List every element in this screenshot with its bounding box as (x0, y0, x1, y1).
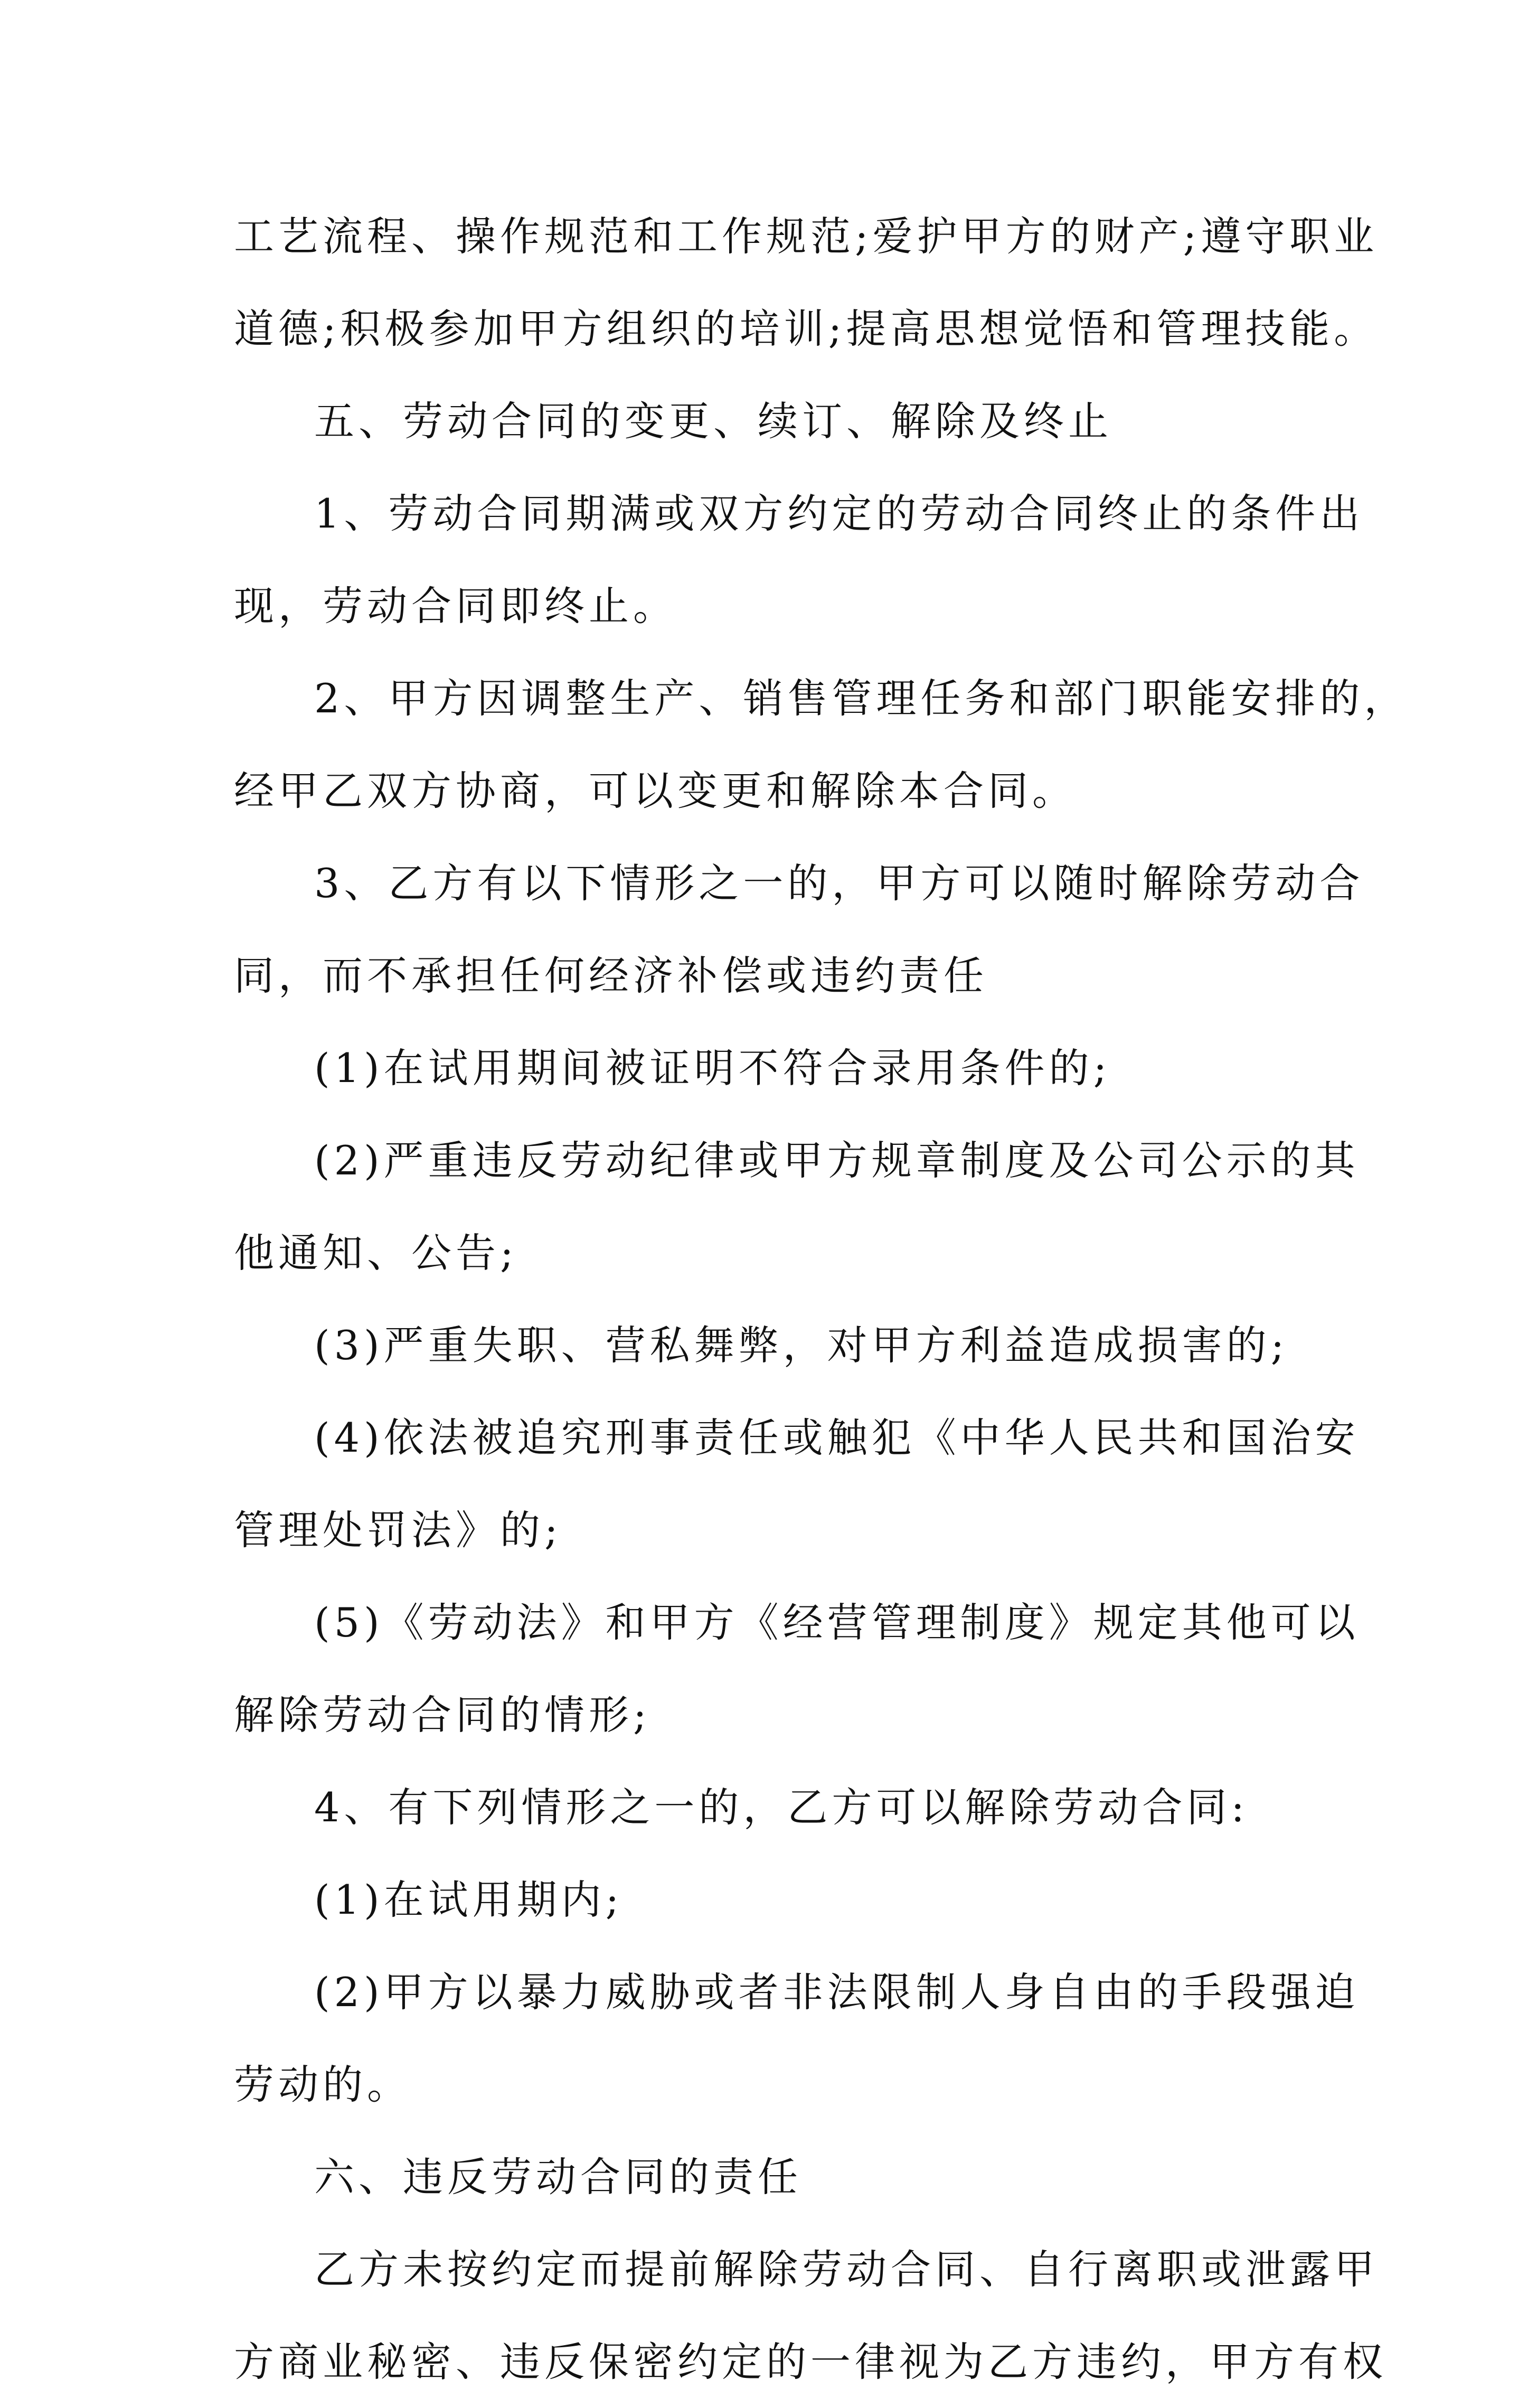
text-line: 同，而不承担任何经济补偿或违约责任 (234, 952, 988, 999)
list-item: (3)严重失职、营私舞弊，对甲方利益造成损害的; (314, 1322, 1289, 1369)
text-line: 3、乙方有以下情形之一的，甲方可以随时解除劳动合 (314, 860, 1364, 907)
text-line: 工艺流程、操作规范和工作规范;爱护甲方的财产;遵守职业 (234, 213, 1379, 260)
list-item: (2)甲方以暴力威胁或者非法限制人身自由的手段强迫 (314, 1969, 1360, 2016)
text-line: 乙方未按约定而提前解除劳动合同、自行离职或泄露甲 (314, 2246, 1379, 2293)
text-line: 劳动的。 (234, 2061, 411, 2108)
text-line: 4、有下列情形之一的，乙方可以解除劳动合同: (314, 1784, 1249, 1831)
text-line: 解除劳动合同的情形; (234, 1691, 651, 1738)
list-item: (4)依法被追究刑事责任或触犯《中华人民共和国治安 (314, 1414, 1360, 1461)
list-item: (2)严重违反劳动纪律或甲方规章制度及公司公示的其 (314, 1137, 1360, 1184)
text-line: 方商业秘密、违反保密约定的一律视为乙方违约，甲方有权 (234, 2338, 1387, 2385)
text-line: 经甲乙双方协商，可以变更和解除本合同。 (234, 767, 1077, 814)
section-heading: 六、违反劳动合同的责任 (314, 2153, 802, 2200)
text-line: 2、甲方因调整生产、销售管理任务和部门职能安排的， (314, 675, 1409, 722)
text-line: 1、劳动合同期满或双方约定的劳动合同终止的条件出 (314, 490, 1364, 537)
text-line: 他通知、公告; (234, 1229, 518, 1276)
text-line: 道德;积极参加甲方组织的培训;提高思想觉悟和管理技能。 (234, 305, 1379, 352)
document-body (234, 190, 1409, 2408)
text-line: 现，劳动合同即终止。 (234, 582, 677, 629)
text-line: 管理处罚法》的; (234, 1507, 562, 1554)
list-item: (1)在试用期内; (314, 1876, 624, 1923)
section-heading: 五、劳动合同的变更、续订、解除及终止 (314, 398, 1112, 445)
list-item: (1)在试用期间被证明不符合录用条件的; (314, 1045, 1111, 1092)
list-item: (5)《劳动法》和甲方《经营管理制度》规定其他可以 (314, 1599, 1360, 1646)
